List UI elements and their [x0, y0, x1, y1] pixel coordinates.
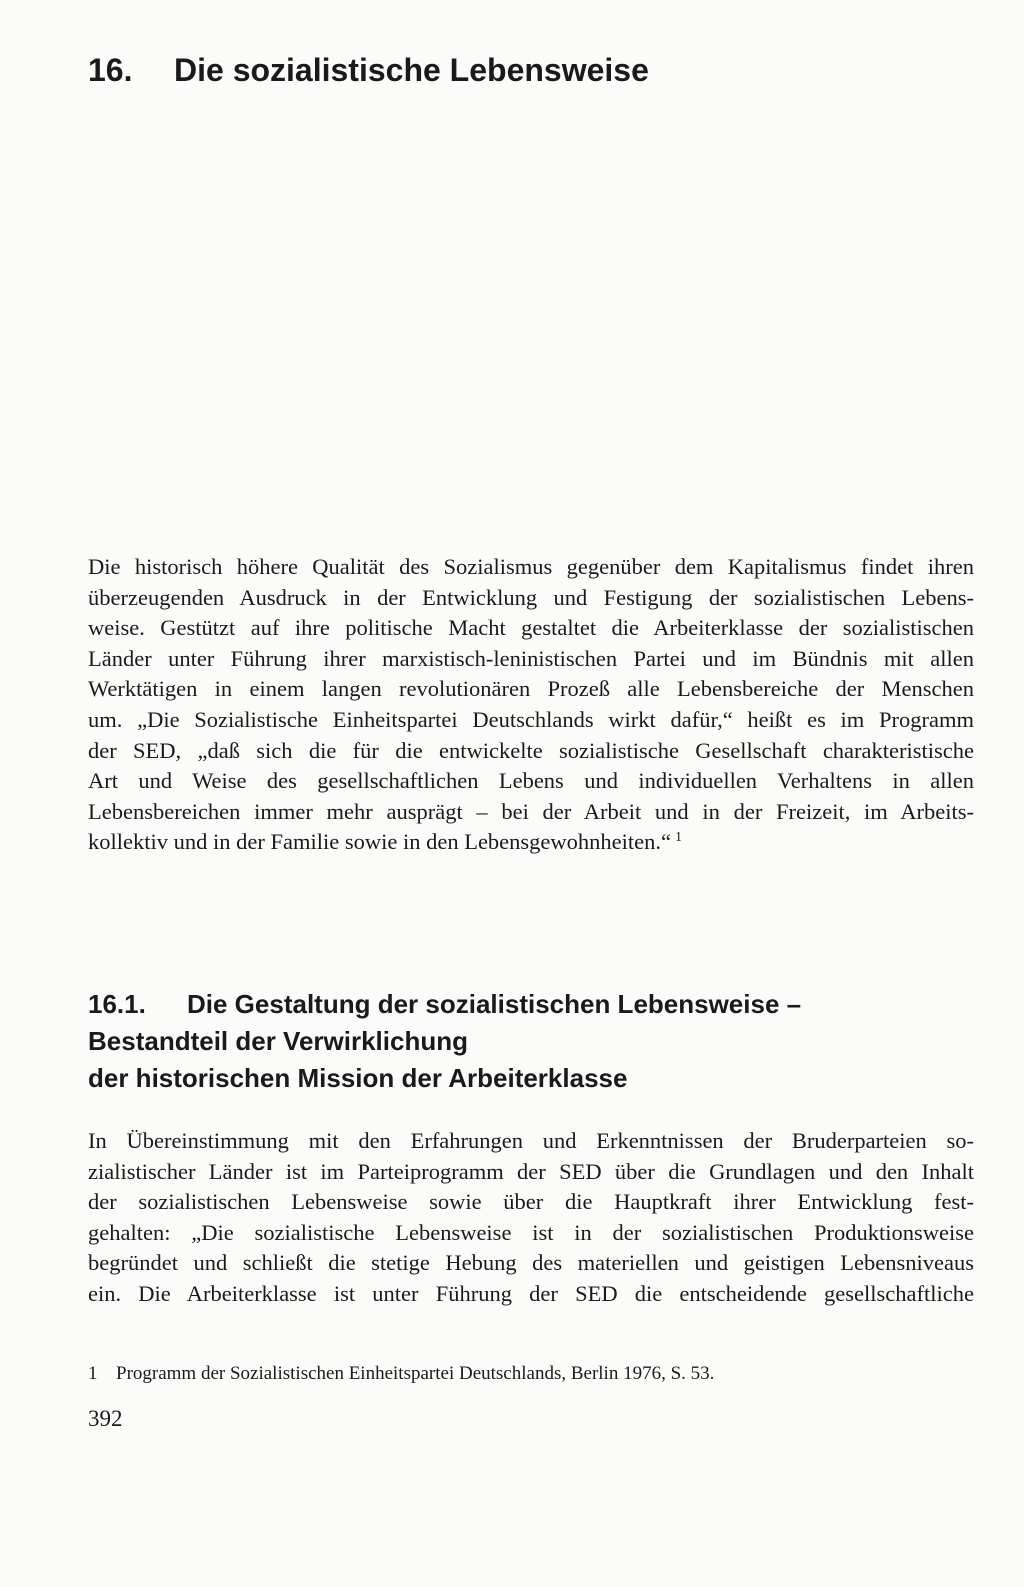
text-line: begründet und schließt die stetige Hebung des materiellen und geistigen Lebensniveaus: [88, 1250, 974, 1276]
section-number: 16.1.: [88, 989, 146, 1019]
section-paragraph: [88, 1126, 974, 1310]
text-line: Art und Weise des gesellschaftlichen Lebens und individuellen Verhaltens in allen: [88, 768, 974, 794]
page-number: 392: [88, 1406, 123, 1431]
text-line: Die historisch höhere Qualität des Sozialismus gegenüber dem Kapitalismus findet ihren: [88, 554, 974, 579]
section-title-line: der historischen Mission der Arbeiterklasse: [88, 1063, 628, 1093]
chapter-heading: [88, 50, 649, 90]
chapter-title: Die sozialistische Lebensweise: [174, 52, 649, 88]
footnote: [88, 1360, 714, 1388]
section-heading-line: [88, 986, 801, 1023]
text-line: ein. Die Arbeiterklasse ist unter Führung der SED die entscheidende gesellschaftliche: [88, 1280, 974, 1306]
text-line: Werktätigen in einem langen revolutionären Prozeß alle Lebensbereiche der Menschen: [88, 676, 974, 702]
text-line: der sozialistischen Lebensweise sowie über die Hauptkraft ihrer Entwicklung fest-: [88, 1189, 974, 1215]
text-line: Länder unter Führung ihrer marxistisch-leninistischen Partei und im Bündnis mit allen: [88, 645, 974, 671]
section-title-line: Die Gestaltung der sozialistischen Lebensweise –: [187, 989, 802, 1019]
footnote-reference: 1: [675, 829, 682, 845]
text-line: In Übereinstimmung mit den Erfahrungen und Erkenntnissen der Bruderparteien so-: [88, 1128, 974, 1153]
text-line: überzeugenden Ausdruck in der Entwicklung und Festigung der sozialistischen Lebens-: [88, 584, 974, 610]
text-line: gehalten: „Die sozialistische Lebensweise ist in der sozialistischen Produktionsweise: [88, 1219, 974, 1245]
text-line: kollektiv und in der Familie sowie in den Lebensgewohnheiten.“: [88, 829, 671, 855]
section-heading: [88, 986, 801, 1097]
text-line: weise. Gestützt auf ihre politische Macht gestaltet die Arbeiterklasse der sozialistischen: [88, 615, 974, 641]
footnote-text: Programm der Sozialistischen Einheitspartei Deutschlands, Berlin 1976, S. 53.: [116, 1363, 715, 1384]
text-line: Lebensbereichen immer mehr ausprägt – bei der Arbeit und in der Freizeit, im Arbeits-: [88, 798, 974, 824]
intro-paragraph: [88, 552, 974, 858]
text-line: zialistischer Länder ist im Parteiprogramm der SED über die Grundlagen und den Inhalt: [88, 1158, 974, 1184]
text-line-last: [88, 827, 974, 858]
chapter-number: 16.: [88, 52, 133, 88]
footnote-number: 1: [88, 1363, 98, 1384]
text-line: um. „Die Sozialistische Einheitspartei Deutschlands wirkt dafür,“ heißt es im Programm: [88, 706, 974, 732]
section-title-line: Bestandteil der Verwirklichung: [88, 1026, 468, 1056]
text-line: der SED, „daß sich die für die entwickelte sozialistische Gesellschaft charakteristische: [88, 737, 974, 763]
